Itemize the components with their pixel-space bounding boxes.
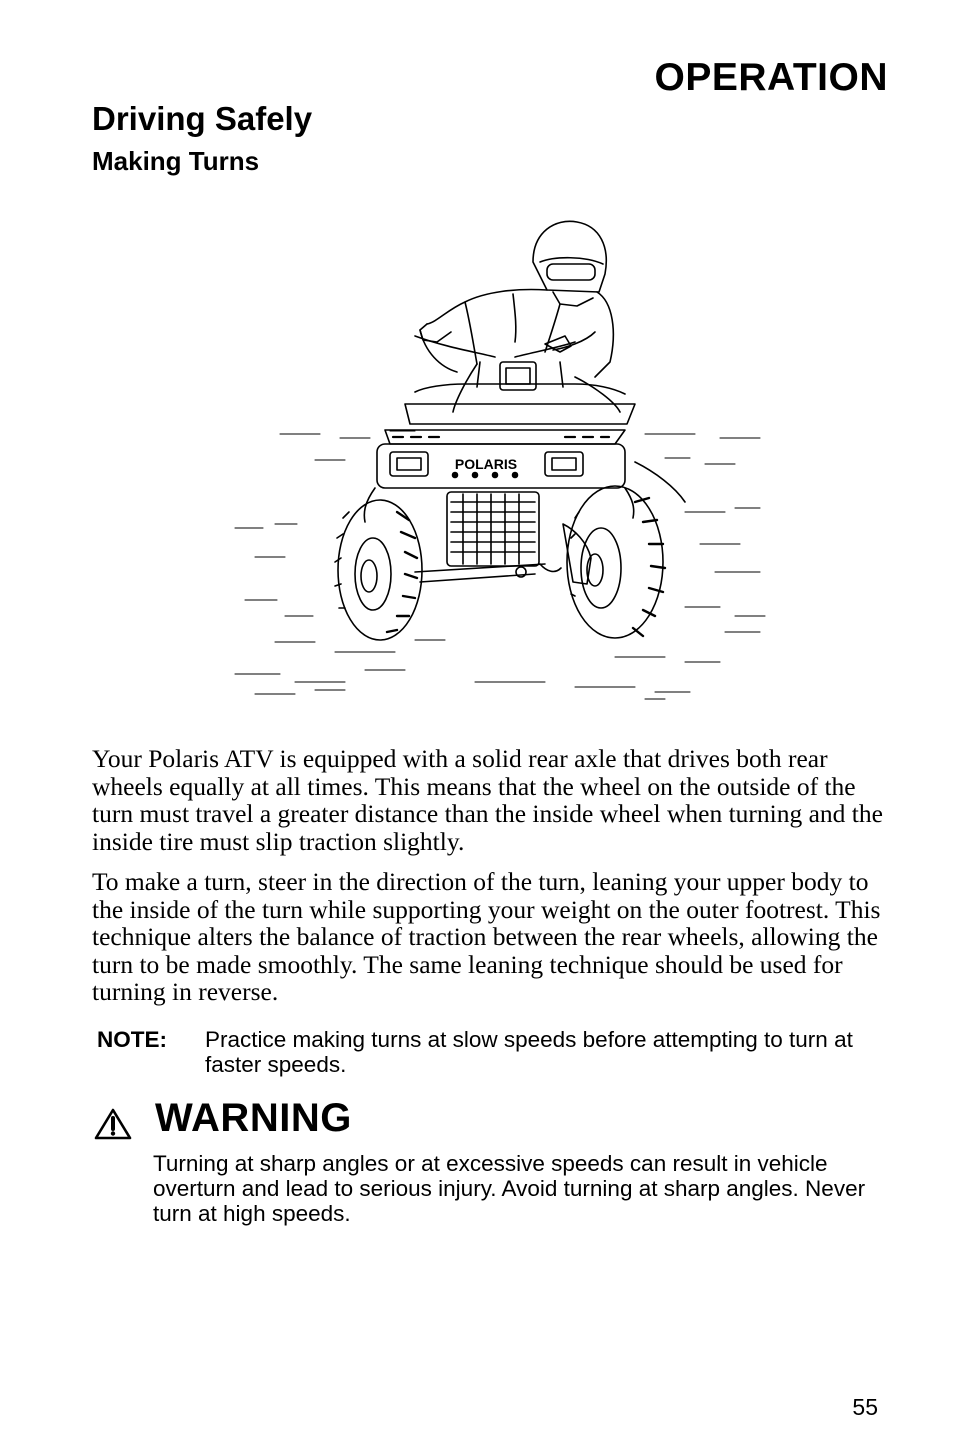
warning-title: WARNING bbox=[155, 1096, 352, 1140]
page-subtitle: Making Turns bbox=[92, 146, 260, 176]
atv-rider-illustration bbox=[215, 212, 775, 722]
warning-text: Turning at sharp angles or at excessive speeds can result in vehicle overturn and lead to serious injury. Avoid turning at sharp angles. Never turn at high speeds. bbox=[153, 1151, 866, 1226]
page-title: Driving Safely bbox=[92, 100, 313, 137]
body-paragraph-1: Your Polaris ATV is equipped with a solid rear axle that drives both rear wheels equally at all times. This means that the wheel on the outside of the turn must travel a greater distance than the inside wheel when turning and the inside tire must slip traction slightly. bbox=[92, 744, 883, 856]
left-wheel bbox=[335, 500, 422, 640]
warning-triangle-icon bbox=[94, 1108, 132, 1140]
page-number: 55 bbox=[852, 1394, 878, 1420]
section-title: OPERATION bbox=[654, 56, 888, 99]
atv-brand-text: POLARIS bbox=[454, 456, 518, 472]
note-label: NOTE: bbox=[97, 1027, 167, 1052]
right-wheel bbox=[567, 486, 665, 638]
body-paragraph-2: To make a turn, steer in the direction of the turn, leaning your upper body to the inside of the turn while supporting your weight on the outer footrest. This technique alters the balance of traction between the rear wheels, allowing the turn to be made smoothly. The same leaning technique should be used for turning in reverse. bbox=[92, 867, 881, 1006]
note-text: Practice making turns at slow speeds before attempting to turn at faster speeds. bbox=[205, 1027, 853, 1077]
